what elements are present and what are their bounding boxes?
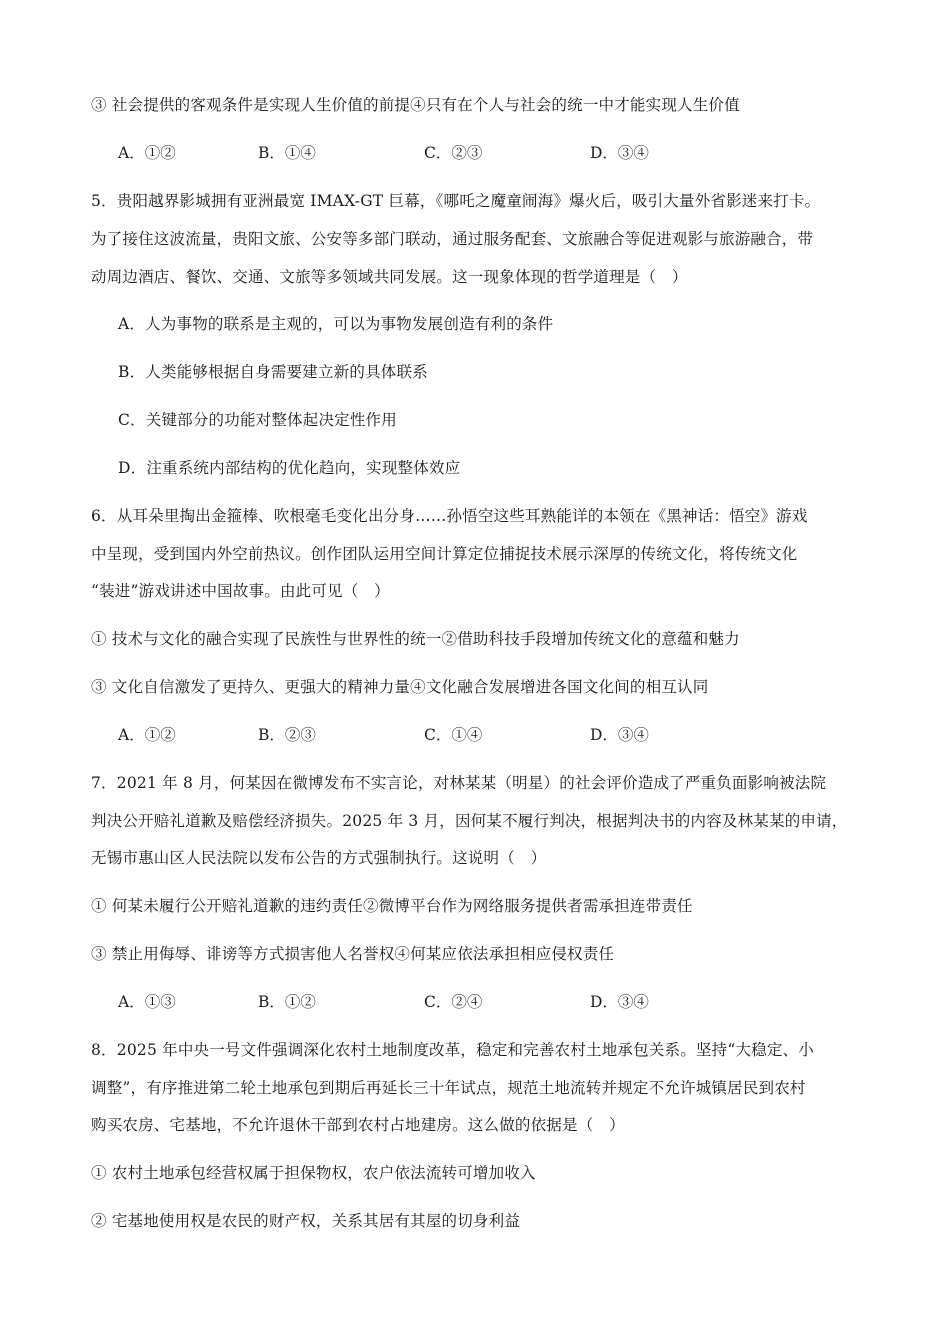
q6-stem-line-2: 中呈现，受到国内外空前热议。创作团队运用空间计算定位捕捉技术展示深厚的传统文化，将传统文化 (91, 545, 798, 563)
q7-stem-line-1: 7．2021 年 8 月，何某因在微博发布不实言论，对林某某（明星）的社会评价造成了严重负面影响被法院 (91, 774, 827, 792)
q6-stem-line-1: 6．从耳朵里掏出金箍棒、吹根毫毛变化出分身……孙悟空这些耳熟能详的本领在《黑神话：悟空》游戏 (91, 507, 808, 525)
q5-stem-line-1: 5．贵阳越界影城拥有亚洲最宽 IMAX-GT 巨幕，《哪吒之魔童闹海》爆火后，吸引大量外省影迷来打卡。 (91, 192, 821, 210)
q7-option-c[interactable]: C．②④ (424, 993, 483, 1011)
q5-option-d[interactable]: D．注重系统内部结构的优化趋向，实现整体效应 (118, 459, 461, 477)
q6-option-a[interactable]: A．①② (118, 726, 176, 744)
q8-stem-line-3: 购买农房、宅基地，不允许退休干部到农村占地建房。这么做的依据是（ ） (91, 1116, 625, 1134)
q8-stem-line-2: 调整”，有序推进第二轮土地承包到期后再延长三十年试点，规范土地流转并规定不允许城镇居民到农村 (91, 1079, 806, 1097)
q6-statement-1-2: ① 技术与文化的融合实现了民族性与世界性的统一②借助科技手段增加传统文化的意蕴和魅力 (91, 630, 740, 648)
q6-statement-3-4: ③ 文化自信激发了更持久、更强大的精神力量④文化融合发展增进各国文化间的相互认同 (91, 678, 709, 696)
q6-option-d[interactable]: D．③④ (590, 726, 649, 744)
q4-option-b[interactable]: B．①④ (258, 144, 316, 162)
q5-stem-line-3: 动周边酒店、餐饮、交通、文旅等多领域共同发展。这一现象体现的哲学道理是（ ） (91, 268, 688, 286)
q8-stem-line-1: 8．2025 年中央一号文件强调深化农村土地制度改革，稳定和完善农村土地承包关系。坚持“大稳定、小 (91, 1041, 814, 1059)
q4-option-d[interactable]: D．③④ (590, 144, 649, 162)
q7-stem-line-2: 判决公开赔礼道歉及赔偿经济损失。2025 年 3 月，因何某不履行判决，根据判决书的内容及林某某的申请， (91, 812, 848, 830)
q5-option-a[interactable]: A．人为事物的联系是主观的，可以为事物发展创造有利的条件 (118, 315, 554, 333)
q7-option-a[interactable]: A．①③ (118, 993, 176, 1011)
q6-option-b[interactable]: B．②③ (258, 726, 316, 744)
q4-option-a[interactable]: A．①② (118, 144, 176, 162)
q7-statement-1-2: ① 何某未履行公开赔礼道歉的违约责任②微博平台作为网络服务提供者需承担连带责任 (91, 897, 693, 915)
q7-option-d[interactable]: D．③④ (590, 993, 649, 1011)
q4-statement-3-4: ③ 社会提供的客观条件是实现人生价值的前提④只有在个人与社会的统一中才能实现人生价值 (91, 96, 740, 114)
q7-option-b[interactable]: B．①② (258, 993, 316, 1011)
q5-option-c[interactable]: C．关键部分的功能对整体起决定性作用 (118, 411, 397, 429)
q7-statement-3-4: ③ 禁止用侮辱、诽谤等方式损害他人名誉权④何某应依法承担相应侵权责任 (91, 945, 615, 963)
q7-stem-line-3: 无锡市惠山区人民法院以发布公告的方式强制执行。这说明（ ） (91, 849, 547, 867)
q5-option-b[interactable]: B．人类能够根据自身需要建立新的具体联系 (118, 363, 428, 381)
q6-stem-line-3: “装进”游戏讲述中国故事。由此可见（ ） (91, 582, 390, 600)
q6-option-c[interactable]: C．①④ (424, 726, 483, 744)
q8-statement-2: ② 宅基地使用权是农民的财产权，关系其居有其屋的切身利益 (91, 1212, 521, 1230)
q8-statement-1: ① 农村土地承包经营权属于担保物权，农户依法流转可增加收入 (91, 1164, 536, 1182)
q5-stem-line-2: 为了接住这波流量，贵阳文旅、公安等多部门联动，通过服务配套、文旅融合等促进观影与旅游融合，带 (91, 230, 814, 248)
q4-option-c[interactable]: C．②③ (424, 144, 483, 162)
